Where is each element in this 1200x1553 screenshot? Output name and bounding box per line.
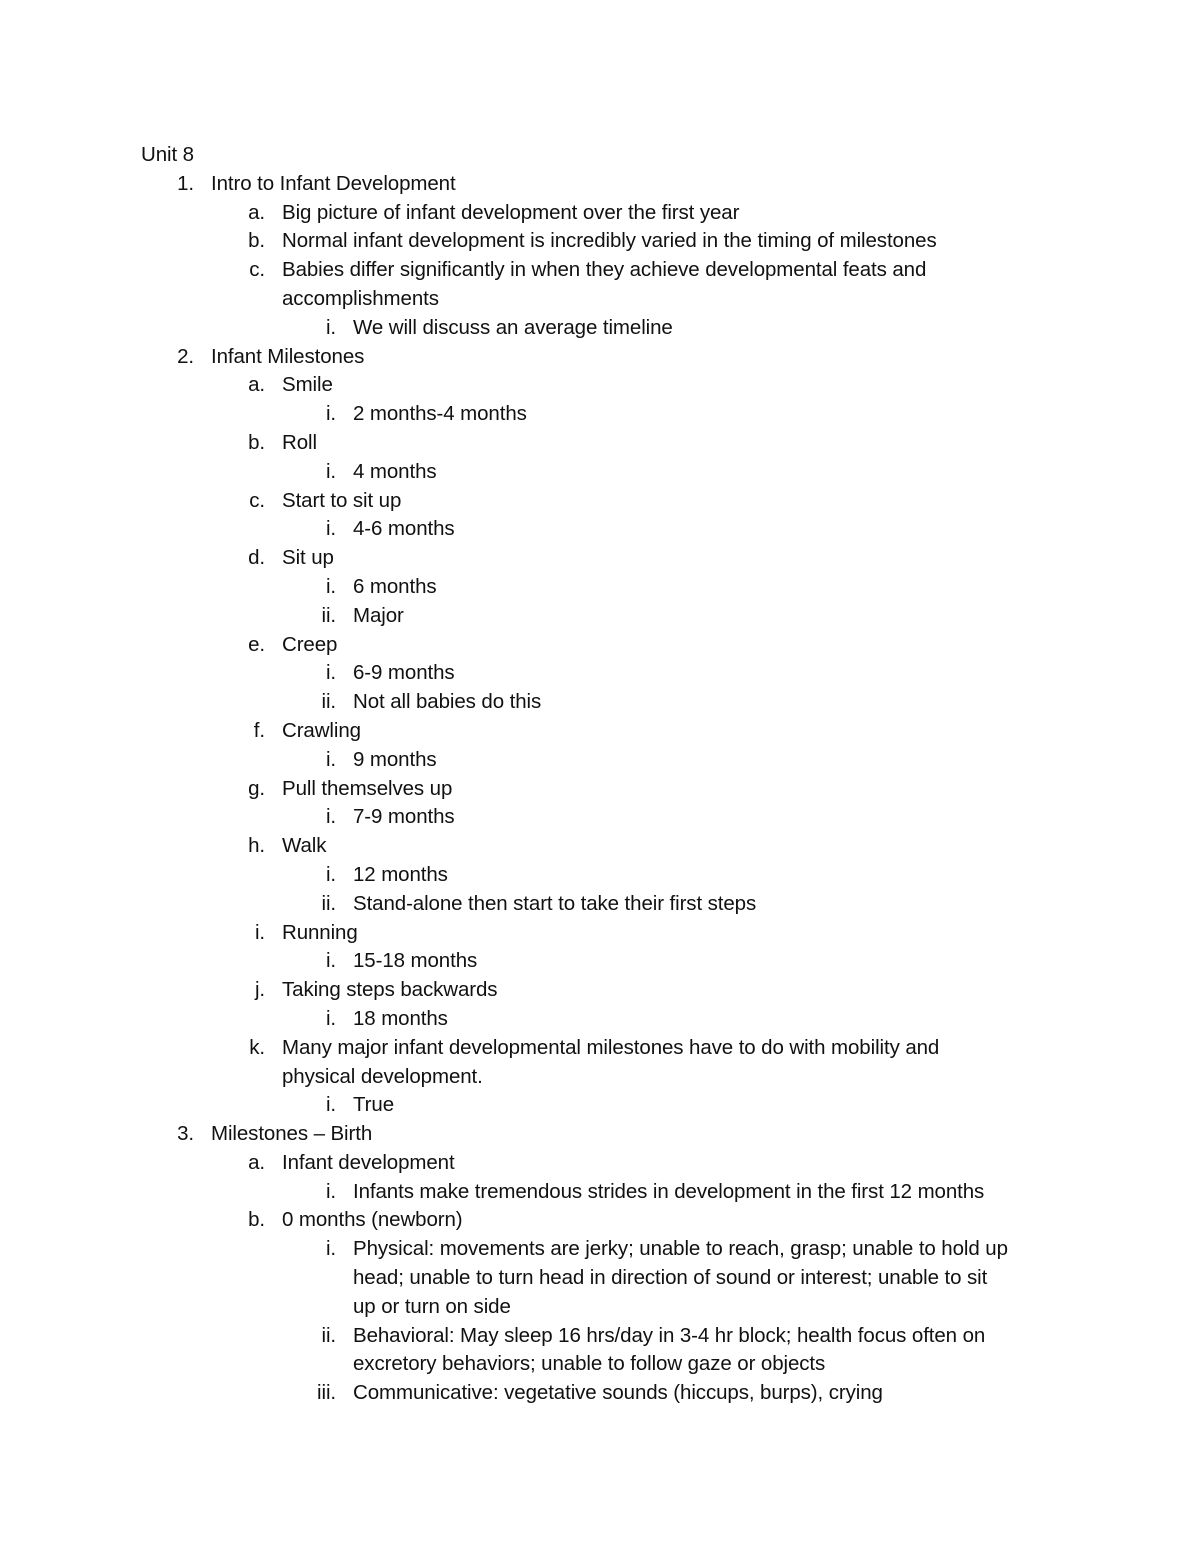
outline-item-text: Behavioral: May sleep 16 hrs/day in 3-4 hr block; health focus often on: [353, 1323, 986, 1347]
outline-item: [0, 861, 1200, 890]
outline-item-marker: 1.: [177, 171, 194, 195]
outline-item-text: head; unable to turn head in direction of sound or interest; unable to sit: [353, 1266, 988, 1290]
outline-item-text: Infant Milestones: [211, 344, 365, 368]
outline-item-marker: j.: [254, 978, 265, 1002]
outline-item-text: Stand-alone then start to take their first steps: [353, 891, 757, 915]
outline-item-marker: i.: [254, 920, 265, 944]
outline-item-marker: i.: [325, 459, 336, 483]
outline-item-marker: i.: [325, 402, 336, 426]
outline-item-text: 7-9 months: [353, 805, 455, 829]
outline-item-text: excretory behaviors; unable to follow gaze or objects: [353, 1352, 826, 1376]
outline-item-marker: i.: [325, 1093, 336, 1117]
outline-item: [0, 1063, 1200, 1092]
outline-item: [0, 544, 1200, 573]
outline-item-marker: b.: [248, 229, 265, 253]
outline-item-marker: f.: [253, 718, 265, 742]
outline-item-text: Infant development: [282, 1150, 455, 1174]
outline-item-marker: a.: [248, 200, 265, 224]
outline-item-text: Intro to Infant Development: [211, 171, 456, 195]
document-title: Unit 8: [141, 143, 194, 166]
document-title-line: [0, 141, 1200, 170]
outline-item-text: 12 months: [353, 862, 448, 886]
outline-item: [0, 659, 1200, 688]
outline-item-marker: b.: [248, 430, 265, 454]
outline-item: [0, 458, 1200, 487]
outline-item-text: Milestones – Birth: [211, 1122, 373, 1146]
outline-item-text: Start to sit up: [282, 488, 402, 512]
outline-item: [0, 1120, 1200, 1149]
outline-item-text: accomplishments: [282, 286, 439, 310]
outline-item-marker: i.: [325, 1006, 336, 1030]
outline-item: [0, 1379, 1200, 1408]
outline-item: [0, 947, 1200, 976]
outline-item: [0, 170, 1200, 199]
outline-item: [0, 775, 1200, 804]
outline-item-marker: i.: [325, 805, 336, 829]
outline-item-marker: i.: [325, 1237, 336, 1261]
outline-item-text: Sit up: [282, 546, 334, 570]
outline-item-text: 18 months: [353, 1006, 448, 1030]
outline-item-text: Smile: [282, 373, 333, 397]
outline-item: [0, 515, 1200, 544]
outline-item-text: Roll: [282, 430, 317, 454]
outline-item-text: Not all babies do this: [353, 690, 542, 714]
outline-item-marker: a.: [248, 373, 265, 397]
outline-item-marker: ii.: [321, 1323, 336, 1347]
outline-item-text: 6-9 months: [353, 661, 455, 685]
outline-item-text: Babies differ significantly in when they achieve developmental feats and: [282, 258, 927, 282]
outline-item-marker: h.: [248, 834, 265, 858]
outline-item: [0, 400, 1200, 429]
outline-item: [0, 1005, 1200, 1034]
outline-item: [0, 227, 1200, 256]
outline-item-marker: ii.: [321, 891, 336, 915]
outline-item-marker: 3.: [177, 1122, 194, 1146]
outline-item-marker: i.: [325, 315, 336, 339]
outline-item: [0, 256, 1200, 285]
outline-item-text: 6 months: [353, 574, 437, 598]
outline-item-marker: i.: [325, 517, 336, 541]
outline-item-marker: i.: [325, 1179, 336, 1203]
outline-item-marker: c.: [249, 488, 265, 512]
outline-item-marker: i.: [325, 661, 336, 685]
outline-item-text: Crawling: [282, 718, 361, 742]
outline-item-marker: d.: [248, 546, 265, 570]
outline-item: [0, 803, 1200, 832]
outline-item-text: Physical: movements are jerky; unable to reach, grasp; unable to hold up: [353, 1237, 1008, 1261]
outline-item: [0, 371, 1200, 400]
outline-item: [0, 285, 1200, 314]
outline-item-marker: b.: [248, 1208, 265, 1232]
outline-item: [0, 688, 1200, 717]
outline-list: [0, 170, 1200, 1408]
outline-item-text: up or turn on side: [353, 1294, 511, 1318]
outline-item-text: 2 months-4 months: [353, 402, 527, 426]
outline-item-text: Infants make tremendous strides in development in the first 12 months: [353, 1179, 985, 1203]
outline-item-marker: i.: [325, 574, 336, 598]
outline-item-text: Communicative: vegetative sounds (hiccups, burps), crying: [353, 1381, 883, 1405]
outline-item-text: Many major infant developmental milestones have to do with mobility and: [282, 1035, 940, 1059]
outline-item: [0, 1034, 1200, 1063]
outline-item: [0, 1293, 1200, 1322]
outline-item-marker: a.: [248, 1150, 265, 1174]
outline-item: [0, 1149, 1200, 1178]
outline-item-text: Walk: [282, 834, 327, 858]
outline-item: [0, 1091, 1200, 1120]
outline-item: [0, 429, 1200, 458]
outline-item: [0, 746, 1200, 775]
outline-item: [0, 1178, 1200, 1207]
outline-item-text: Big picture of infant development over the first year: [282, 200, 740, 224]
outline-item-marker: g.: [248, 776, 265, 800]
outline-item-text: Pull themselves up: [282, 776, 453, 800]
outline-item-text: 15-18 months: [353, 949, 478, 973]
outline-item: [0, 890, 1200, 919]
outline-item: [0, 631, 1200, 660]
outline-item-text: Taking steps backwards: [282, 978, 498, 1002]
outline-item-text: Major: [353, 603, 404, 627]
outline-item: [0, 573, 1200, 602]
outline-item-text: Running: [282, 920, 358, 944]
outline-item-marker: ii.: [321, 690, 336, 714]
outline-item-marker: 2.: [177, 344, 194, 368]
outline-item-marker: ii.: [321, 603, 336, 627]
outline-item: [0, 919, 1200, 948]
outline-item-text: 4-6 months: [353, 517, 455, 541]
outline-item-text: Creep: [282, 632, 338, 656]
outline-item: [0, 832, 1200, 861]
outline-item: [0, 1206, 1200, 1235]
outline-item-marker: k.: [249, 1035, 265, 1059]
outline-item: [0, 1322, 1200, 1351]
outline-item-text: True: [353, 1093, 394, 1117]
outline-item-text: physical development.: [282, 1064, 483, 1088]
outline-item-text: 4 months: [353, 459, 437, 483]
outline-item-text: We will discuss an average timeline: [353, 315, 673, 339]
outline-item-marker: c.: [249, 258, 265, 282]
outline-item: [0, 314, 1200, 343]
outline-document: [0, 141, 1200, 1408]
outline-item: [0, 1235, 1200, 1264]
outline-item: [0, 487, 1200, 516]
outline-item: [0, 199, 1200, 228]
outline-item-text: Normal infant development is incredibly varied in the timing of milestones: [282, 229, 937, 253]
outline-item: [0, 717, 1200, 746]
outline-item: [0, 343, 1200, 372]
outline-item-marker: i.: [325, 949, 336, 973]
outline-item-marker: i.: [325, 747, 336, 771]
outline-item-marker: iii.: [317, 1381, 336, 1405]
outline-item: [0, 602, 1200, 631]
outline-item-text: 0 months (newborn): [282, 1208, 463, 1232]
outline-item-text: 9 months: [353, 747, 437, 771]
outline-item-marker: e.: [248, 632, 265, 656]
outline-item-marker: i.: [325, 862, 336, 886]
outline-item: [0, 1350, 1200, 1379]
outline-item: [0, 1264, 1200, 1293]
outline-item: [0, 976, 1200, 1005]
